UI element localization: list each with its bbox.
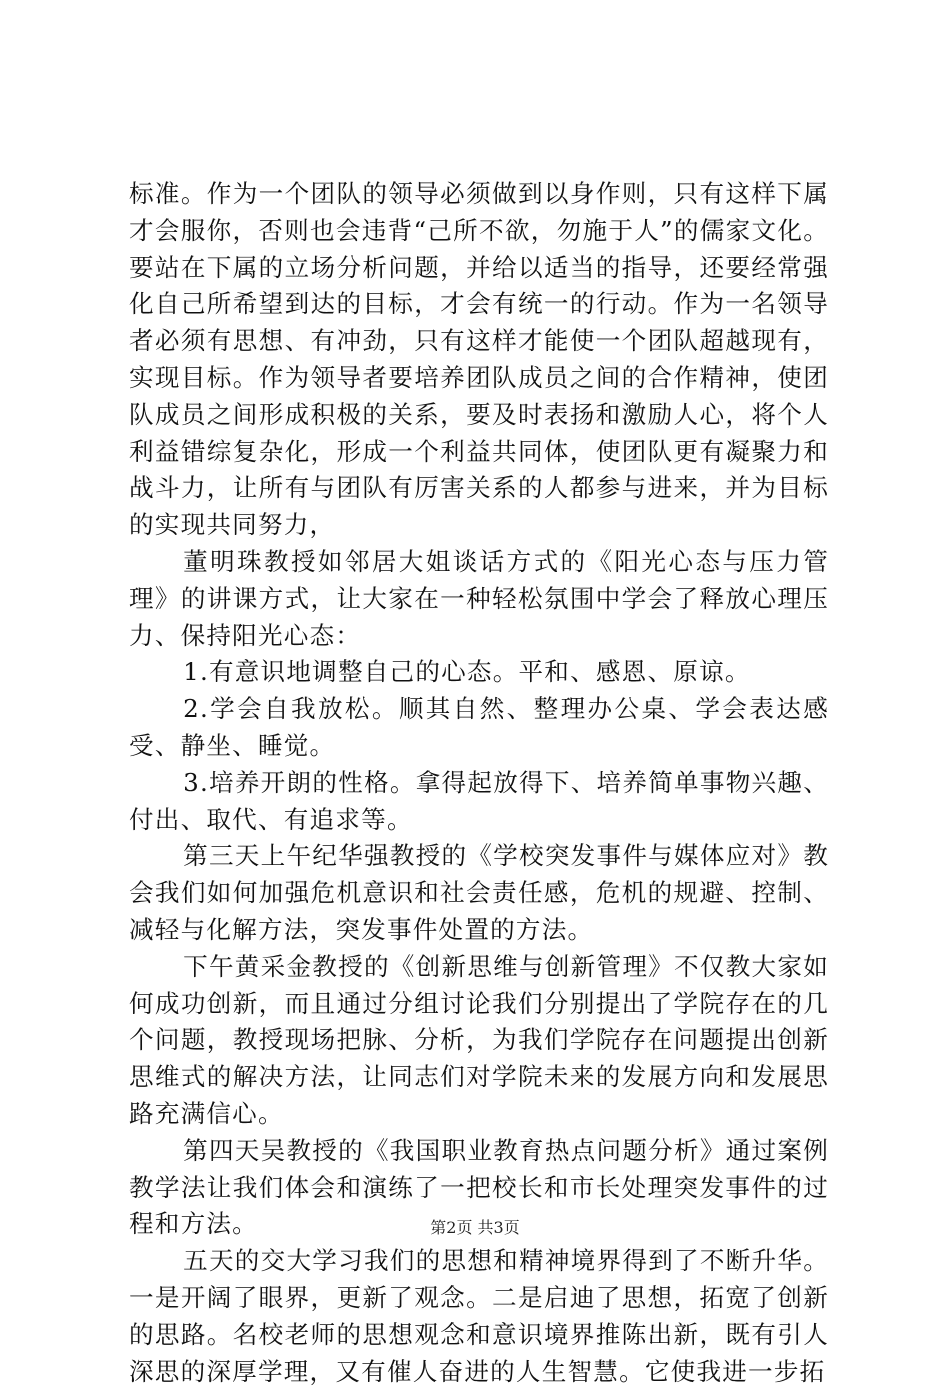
page-footer — [0, 1218, 950, 1238]
paragraph: 五天的交大学习我们的思想和精神境界得到了不断升华。一是开阔了眼界，更新了观念。二是启迪了思想，拓宽了创新的思路。名校老师的思想观念和意识境界推陈出新，既有引人深思的深厚学理，又有催人奋进的人生智慧。它使我进一步拓 — [129, 1246, 829, 1386]
paragraph: 第三天上午纪华强教授的《学校突发事件与媒体应对》教会我们如何加强危机意识和社会责任感，危机的规避、控制、减轻与化解方法，突发事件处置的方法。 — [129, 841, 829, 944]
page-number-label: 第2页 共3页 — [430, 1218, 520, 1237]
list-item: 1.有意识地调整自己的心态。平和、感恩、原谅。 — [183, 657, 751, 687]
list-item: 2.学会自我放松。顺其自然、整理办公桌、学会表达感受、静坐、睡觉。 — [129, 694, 829, 760]
paragraph: 董明珠教授如邻居大姐谈话方式的《阳光心态与压力管理》的讲课方式，让大家在一种轻松氛围中学会了释放心理压力、保持阳光心态： — [129, 546, 829, 650]
paragraph: 标准。作为一个团队的领导必须做到以身作则，只有这样下属才会服你，否则也会违背“己所不欲，勿施于人”的儒家文化。要站在下属的立场分析问题，并给以适当的指导，还要经常强化自己所希望到达的目标，才会有统一的行动。作为一名领导者必须有思想、有冲劲，只有这样才能使一个团队超越现有，实现目标。作为领导者要培养团队成员之间的合作精神，使团队成员之间形成积极的关系，要及时表扬和激励人心，将个人利益错综复杂化，形成一个利益共同体，使团队更有凝聚力和战斗力，让所有与团队有厉害关系的人都参与进来，并为目标的实现共同努力， — [129, 179, 829, 540]
paragraph: 第四天吴教授的《我国职业教育热点问题分析》通过案例教学法让我们体会和演练了一把校长和市长处理突发事件的过程和方法。 — [129, 1135, 829, 1239]
document-body — [129, 176, 829, 1390]
list-item: 3.培养开朗的性格。拿得起放得下、培养简单事物兴趣、付出、取代、有追求等。 — [129, 767, 829, 834]
paragraph: 下午黄采金教授的《创新思维与创新管理》不仅教大家如何成功创新，而且通过分组讨论我们分别提出了学院存在的几个问题，教授现场把脉、分析，为我们学院存在问题提出创新思维式的解决方法，让同志们对学院未来的发展方向和发展思路充满信心。 — [129, 951, 829, 1128]
